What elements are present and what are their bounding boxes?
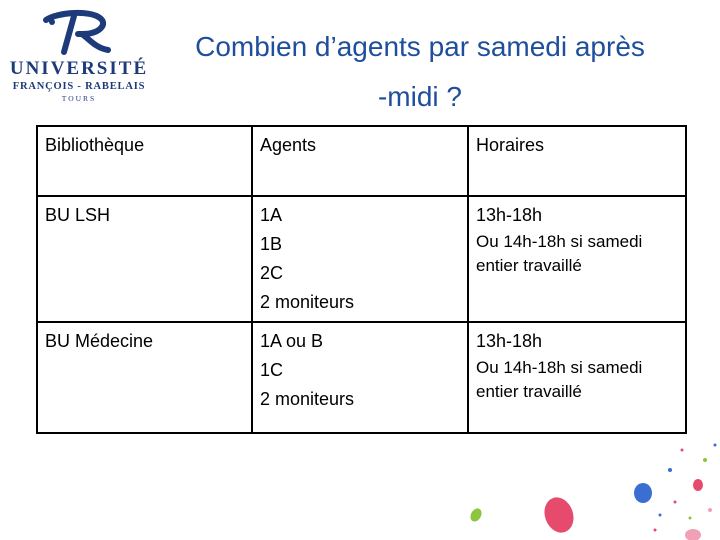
decorative-confetti xyxy=(460,430,720,540)
header-library: Bibliothèque xyxy=(37,126,252,196)
agents-line: 1C xyxy=(260,360,284,380)
logo-r-emblem-icon xyxy=(38,6,118,56)
slide-title xyxy=(150,22,690,122)
hours-line: Ou 14h-18h si samedi xyxy=(476,232,643,251)
hours-line: entier travaillé xyxy=(476,382,582,401)
library-cell: BU LSH xyxy=(37,196,252,322)
title-line-1: Combien d’agents par samedi après xyxy=(195,31,645,62)
logo-university-text: UNIVERSITÉ xyxy=(9,58,149,79)
agents-cell xyxy=(252,322,468,433)
title-line-2: -midi ? xyxy=(377,81,462,112)
table-header-row xyxy=(37,126,686,196)
header-hours: Horaires xyxy=(468,126,686,196)
library-cell: BU Médecine xyxy=(37,322,252,433)
agents-line: 1A xyxy=(260,205,283,225)
agents-line: 2 moniteurs xyxy=(260,389,355,409)
logo-city-text: TOURS xyxy=(61,94,97,103)
hours-cell xyxy=(468,322,686,433)
hours-line: Ou 14h-18h si samedi xyxy=(476,358,643,377)
hours-cell xyxy=(468,196,686,322)
header-agents: Agents xyxy=(252,126,468,196)
agents-line: 2C xyxy=(260,263,284,283)
agents-line: 1B xyxy=(260,234,283,254)
table-row xyxy=(37,322,686,433)
hours-line: entier travaillé xyxy=(476,256,582,275)
logo-name-text: FRANÇOIS - RABELAIS xyxy=(12,81,146,92)
university-logo xyxy=(8,6,150,106)
agents-line: 1A ou B xyxy=(260,331,324,351)
hours-line: 13h-18h xyxy=(476,205,543,225)
staffing-table xyxy=(36,125,687,434)
table-row xyxy=(37,196,686,322)
agents-cell xyxy=(252,196,468,322)
hours-line: 13h-18h xyxy=(476,331,543,351)
agents-line: 2 moniteurs xyxy=(260,292,355,312)
